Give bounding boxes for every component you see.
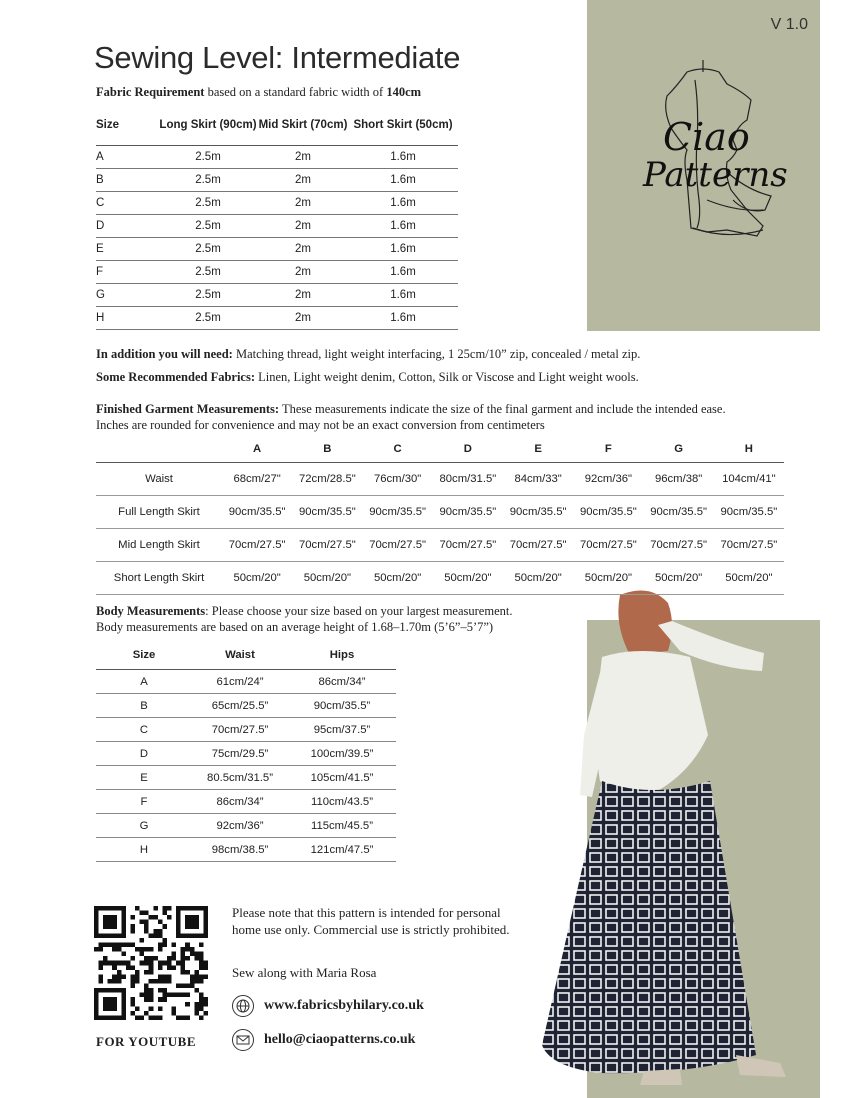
additional-label: In addition you will need: (96, 347, 233, 361)
table-cell: F (96, 790, 192, 814)
table-cell: 61cm/24” (192, 670, 288, 694)
table-cell: 50cm/20" (292, 562, 362, 595)
table-row (96, 169, 458, 192)
additional-materials (96, 347, 640, 362)
additional-text: Matching thread, light weight interfacing, 1 25cm/10” zip, concealed / metal zip. (235, 347, 641, 361)
body-measurements-note (96, 603, 596, 635)
table-row (96, 261, 458, 284)
table-cell: 50cm/20" (644, 562, 714, 595)
email-link[interactable] (232, 1029, 415, 1051)
table-cell: 1.6m (348, 284, 458, 307)
table-cell: 90cm/35.5" (292, 496, 362, 529)
table-cell: 65cm/25.5” (192, 694, 288, 718)
website-text[interactable]: www.fabricsbyhilary.co.uk (264, 998, 424, 1013)
table-cell: 110cm/43.5” (288, 790, 396, 814)
table-row (96, 496, 784, 529)
table-cell: 70cm/27.5” (192, 718, 288, 742)
table-cell: 90cm/35.5" (714, 496, 784, 529)
table-cell: 84cm/33" (503, 463, 573, 496)
table-cell: A (96, 670, 192, 694)
sew-along-text: Sew along with Maria Rosa (232, 965, 377, 980)
column-header: Long Skirt (90cm) (158, 105, 258, 146)
fabrics-label: Some Recommended Fabrics: (96, 370, 255, 384)
table-cell: 92cm/36" (573, 463, 643, 496)
table-cell: 98cm/38.5” (192, 838, 288, 862)
column-header: A (222, 436, 292, 463)
table-cell: 70cm/27.5" (714, 529, 784, 562)
for-youtube-label: FOR YOUTUBE (96, 1034, 196, 1049)
usage-disclaimer: Please note that this pattern is intended for personal home use only. Commercial use is strictly prohibited. (232, 905, 510, 937)
table-cell: C (96, 192, 158, 215)
fabric-width: 140cm (386, 85, 422, 99)
column-header: Hips (288, 641, 396, 670)
column-header: Size (96, 105, 158, 146)
finished-text: These measurements indicate the size of the final garment and include the intended ease. Inches are rounded for convenience and may not be an exact conversion from centimeters (96, 402, 726, 432)
column-header: Waist (192, 641, 288, 670)
table-cell: 2.5m (158, 307, 258, 330)
table-cell: B (96, 694, 192, 718)
table-header-row (96, 105, 458, 146)
table-cell: 95cm/37.5” (288, 718, 396, 742)
table-cell: A (96, 146, 158, 169)
column-header: Size (96, 641, 192, 670)
table-row (96, 215, 458, 238)
table-cell: 1.6m (348, 215, 458, 238)
table-cell: 92cm/36” (192, 814, 288, 838)
logo-text-patterns: Patterns (643, 155, 788, 195)
body-text-2: Body measurements are based on an average height of 1.68–1.70m (5’6”–5’7”) (96, 620, 494, 634)
table-cell: 75cm/29.5” (192, 742, 288, 766)
globe-icon (232, 995, 254, 1017)
table-cell: 50cm/20" (714, 562, 784, 595)
table-row (96, 766, 396, 790)
table-cell: 50cm/20" (433, 562, 503, 595)
table-row (96, 562, 784, 595)
row-label: Mid Length Skirt (96, 529, 222, 562)
table-cell: 90cm/35.5" (222, 496, 292, 529)
body-label: Body Measurements (96, 604, 206, 618)
table-cell: 2.5m (158, 215, 258, 238)
table-cell: D (96, 215, 158, 238)
table-row (96, 838, 396, 862)
table-row (96, 463, 784, 496)
table-cell: 90cm/35.5" (363, 496, 433, 529)
row-label: Full Length Skirt (96, 496, 222, 529)
table-cell: 104cm/41" (714, 463, 784, 496)
table-cell: 1.6m (348, 238, 458, 261)
table-cell: 70cm/27.5" (503, 529, 573, 562)
table-cell: 2m (258, 238, 348, 261)
table-row (96, 694, 396, 718)
table-cell: 2.5m (158, 146, 258, 169)
qr-code[interactable] (94, 906, 208, 1020)
table-cell: 86cm/34” (288, 670, 396, 694)
table-cell: 2.5m (158, 261, 258, 284)
table-cell: 1.6m (348, 169, 458, 192)
recommended-fabrics (96, 370, 639, 385)
table-cell: 86cm/34” (192, 790, 288, 814)
table-cell: 90cm/35.5" (573, 496, 643, 529)
table-cell: 68cm/27" (222, 463, 292, 496)
body-text-1: : Please choose your size based on your largest measurement. (205, 604, 513, 618)
table-cell: 2m (258, 146, 348, 169)
table-cell: 2m (258, 307, 348, 330)
table-cell: 70cm/27.5" (222, 529, 292, 562)
table-row (96, 238, 458, 261)
table-cell: H (96, 838, 192, 862)
table-cell: 72cm/28.5" (292, 463, 362, 496)
table-row (96, 790, 396, 814)
body-measurements-table (96, 641, 396, 862)
table-row (96, 814, 396, 838)
table-cell: F (96, 261, 158, 284)
table-cell: H (96, 307, 158, 330)
row-label: Waist (96, 463, 222, 496)
table-cell: B (96, 169, 158, 192)
table-header-row (96, 436, 784, 463)
finished-garment-table (96, 436, 784, 595)
model-photo (540, 585, 830, 1098)
table-cell: 70cm/27.5" (644, 529, 714, 562)
table-cell: G (96, 284, 158, 307)
column-header: Short Skirt (50cm) (348, 105, 458, 146)
table-cell: 50cm/20" (222, 562, 292, 595)
fabric-requirement-table (96, 105, 458, 330)
column-header-blank (96, 436, 222, 463)
email-text[interactable]: hello@ciaopatterns.co.uk (264, 1032, 416, 1047)
logo-text-ciao: Ciao (663, 115, 750, 159)
finished-measurements-note (96, 401, 756, 433)
table-cell: 121cm/47.5” (288, 838, 396, 862)
table-cell: 70cm/27.5" (433, 529, 503, 562)
table-cell: E (96, 766, 192, 790)
table-row (96, 284, 458, 307)
table-cell: 80.5cm/31.5” (192, 766, 288, 790)
table-cell: 1.6m (348, 307, 458, 330)
table-cell: E (96, 238, 158, 261)
table-cell: 2.5m (158, 192, 258, 215)
table-row (96, 742, 396, 766)
table-cell: 1.6m (348, 192, 458, 215)
ciao-patterns-logo (587, 0, 820, 331)
table-cell: 96cm/38" (644, 463, 714, 496)
table-cell: 50cm/20" (503, 562, 573, 595)
column-header: D (433, 436, 503, 463)
fabric-requirement-text: based on a standard fabric width of (207, 85, 384, 99)
table-header-row (96, 641, 396, 670)
table-cell: 90cm/35.5” (288, 694, 396, 718)
table-cell: 70cm/27.5" (363, 529, 433, 562)
table-cell: 50cm/20" (363, 562, 433, 595)
table-row (96, 307, 458, 330)
table-cell: 76cm/30" (363, 463, 433, 496)
table-cell: 90cm/35.5" (503, 496, 573, 529)
row-label: Short Length Skirt (96, 562, 222, 595)
column-header: B (292, 436, 362, 463)
table-row (96, 670, 396, 694)
table-cell: C (96, 718, 192, 742)
table-cell: 90cm/35.5" (644, 496, 714, 529)
table-cell: 1.6m (348, 261, 458, 284)
column-header: H (714, 436, 784, 463)
table-cell: 2.5m (158, 238, 258, 261)
table-cell: 2.5m (158, 284, 258, 307)
fabric-requirement-note (96, 85, 421, 100)
finished-label: Finished Garment Measurements: (96, 402, 280, 416)
table-cell: D (96, 742, 192, 766)
table-cell: 2.5m (158, 169, 258, 192)
table-cell: 90cm/35.5" (433, 496, 503, 529)
table-cell: 50cm/20" (573, 562, 643, 595)
version-label: V 1.0 (770, 16, 808, 33)
table-cell: G (96, 814, 192, 838)
table-cell: 100cm/39.5” (288, 742, 396, 766)
table-cell: 70cm/27.5" (573, 529, 643, 562)
table-cell: 2m (258, 261, 348, 284)
table-cell: 70cm/27.5" (292, 529, 362, 562)
table-row (96, 192, 458, 215)
column-header: Mid Skirt (70cm) (258, 105, 348, 146)
table-cell: 105cm/41.5” (288, 766, 396, 790)
table-cell: 2m (258, 215, 348, 238)
fabrics-text: Linen, Light weight denim, Cotton, Silk or Viscose and Light weight wools. (258, 370, 639, 384)
table-cell: 1.6m (348, 146, 458, 169)
column-header: G (644, 436, 714, 463)
table-cell: 2m (258, 284, 348, 307)
column-header: C (363, 436, 433, 463)
page-title: Sewing Level: Intermediate (94, 40, 461, 75)
table-cell: 2m (258, 192, 348, 215)
fabric-requirement-label: Fabric Requirement (96, 85, 205, 99)
logo-panel (587, 0, 820, 331)
table-row (96, 529, 784, 562)
table-cell: 115cm/45.5” (288, 814, 396, 838)
table-row (96, 718, 396, 742)
website-link[interactable] (232, 995, 424, 1017)
column-header: E (503, 436, 573, 463)
table-cell: 80cm/31.5" (433, 463, 503, 496)
table-cell: 2m (258, 169, 348, 192)
mail-icon (232, 1029, 254, 1051)
column-header: F (573, 436, 643, 463)
table-row (96, 146, 458, 169)
